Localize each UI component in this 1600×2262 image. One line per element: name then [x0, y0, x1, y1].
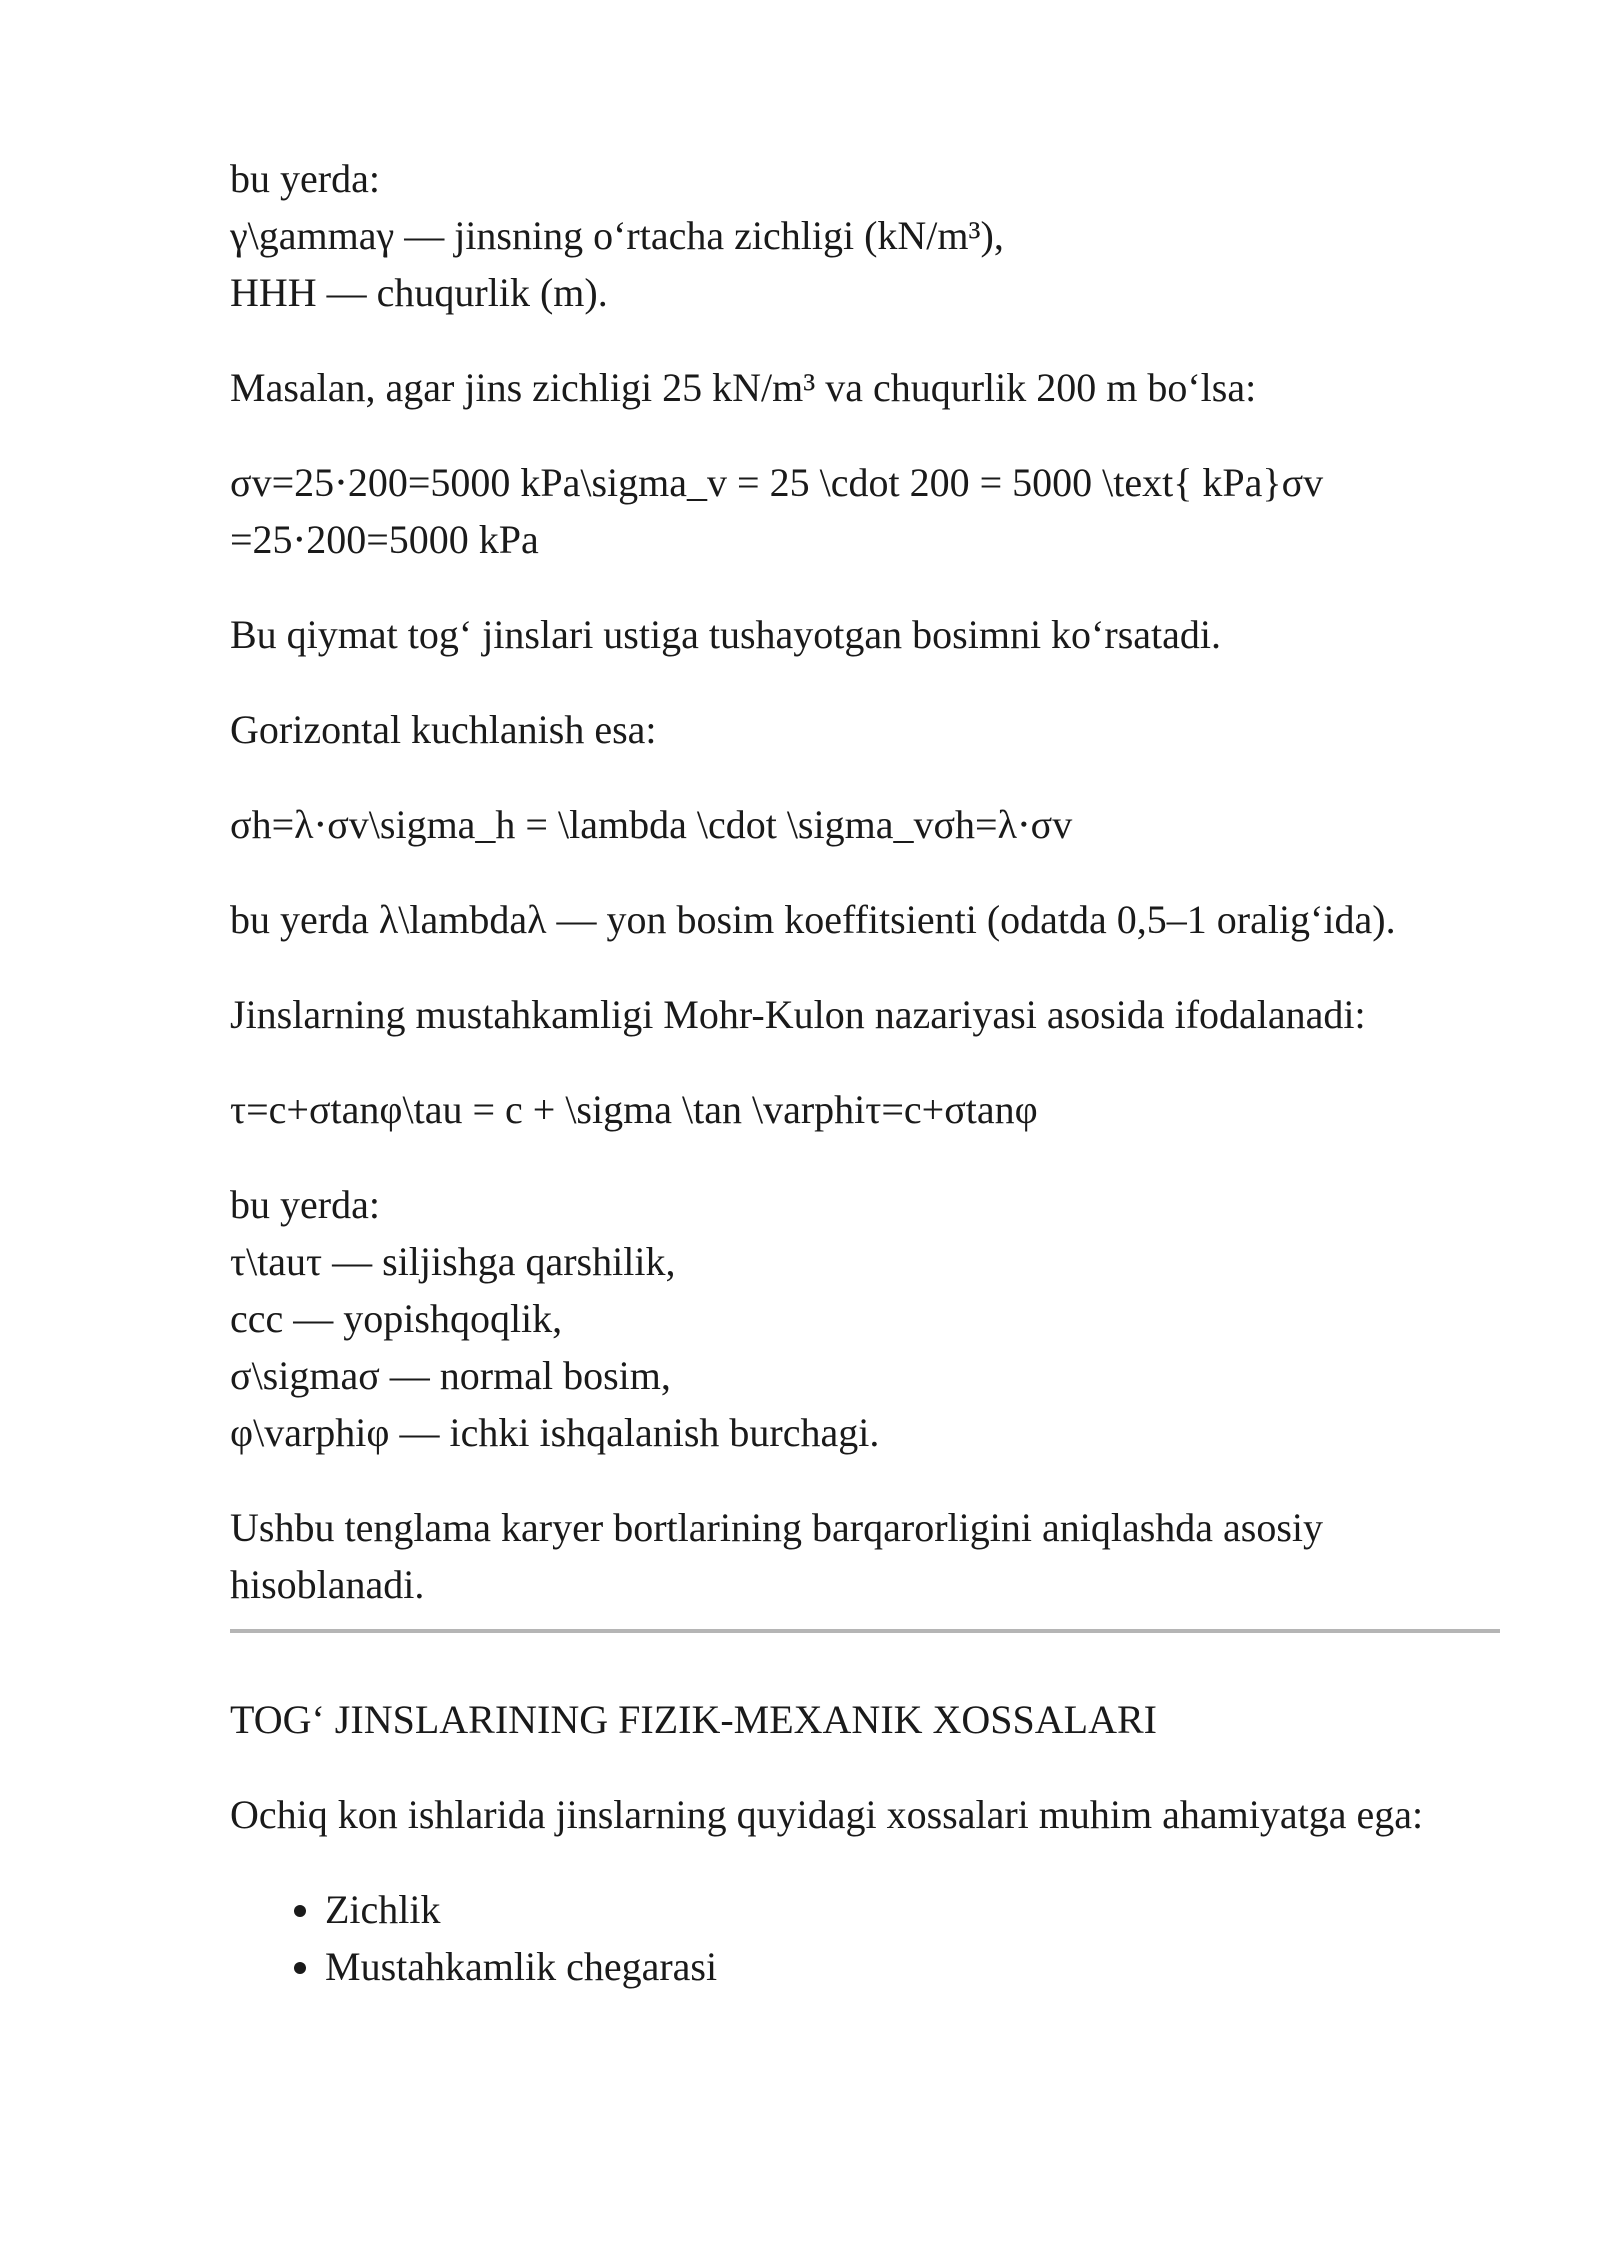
definition-cohesion: ccc — yopishqoqlik, — [230, 1296, 563, 1341]
properties-list — [230, 1881, 1500, 1995]
formula-vertical-stress — [230, 454, 1500, 568]
formula-mohr-coulomb: τ=c+σtanφ\tau = c + \sigma \tan \varphiτ=c+σtanφ — [230, 1087, 1038, 1132]
section-intro: Ochiq kon ishlarida jinslarning quyidagi xossalari muhim ahamiyatga ega: — [230, 1792, 1424, 1837]
list-item: • Mustahkamlik chegarasi — [325, 1938, 1500, 1995]
horizontal-stress-intro: Gorizontal kuchlanish esa: — [230, 707, 657, 752]
definition-phi: φ\varphiφ — ichki ishqalanish burchagi. — [230, 1410, 880, 1455]
definitions-block-1 — [230, 150, 1500, 321]
definition-gamma: γ\gammaγ — jinsning oʻrtacha zichligi (kN/m³), — [230, 213, 1004, 258]
formula-vertical-stress-line-2: =25⋅200=5000 kPa — [230, 517, 539, 562]
list-item: • Zichlik — [325, 1881, 1500, 1938]
lambda-note: bu yerda λ\lambdaλ — yon bosim koeffitsienti (odatda 0,5–1 oraligʻida). — [230, 897, 1396, 942]
definitions-block-2 — [230, 1176, 1500, 1461]
definitions-intro: bu yerda: — [230, 156, 380, 201]
document-page — [230, 150, 1500, 1995]
horizontal-divider — [230, 1629, 1500, 1633]
definition-tau: τ\tauτ — siljishga qarshilik, — [230, 1239, 676, 1284]
definitions-intro-2: bu yerda: — [230, 1182, 380, 1227]
definition-depth: HHH — chuqurlik (m). — [230, 270, 608, 315]
formula-vertical-stress-line-1: σv=25⋅200=5000 kPa\sigma_v = 25 \cdot 200 = 5000 \text{ kPa}σv — [230, 460, 1324, 505]
section-heading: TOGʻ JINSLARINING FIZIK-MEXANIK XOSSALARI — [230, 1697, 1157, 1742]
definition-sigma: σ\sigmaσ — normal bosim, — [230, 1353, 671, 1398]
conclusion-paragraph: Ushbu tenglama karyer bortlarining barqarorligini aniqlashda asosiy hisoblanadi. — [230, 1505, 1324, 1607]
example-paragraph: Masalan, agar jins zichligi 25 kN/m³ va chuqurlik 200 m boʻlsa: — [230, 365, 1257, 410]
mohr-coulomb-intro: Jinslarning mustahkamligi Mohr-Kulon nazariyasi asosida ifodalanadi: — [230, 992, 1366, 1037]
formula-horizontal-stress: σh=λ⋅σv\sigma_h = \lambda \cdot \sigma_vσh=λ⋅σv — [230, 802, 1073, 847]
pressure-note: Bu qiymat togʻ jinslari ustiga tushayotgan bosimni koʻrsatadi. — [230, 612, 1221, 657]
